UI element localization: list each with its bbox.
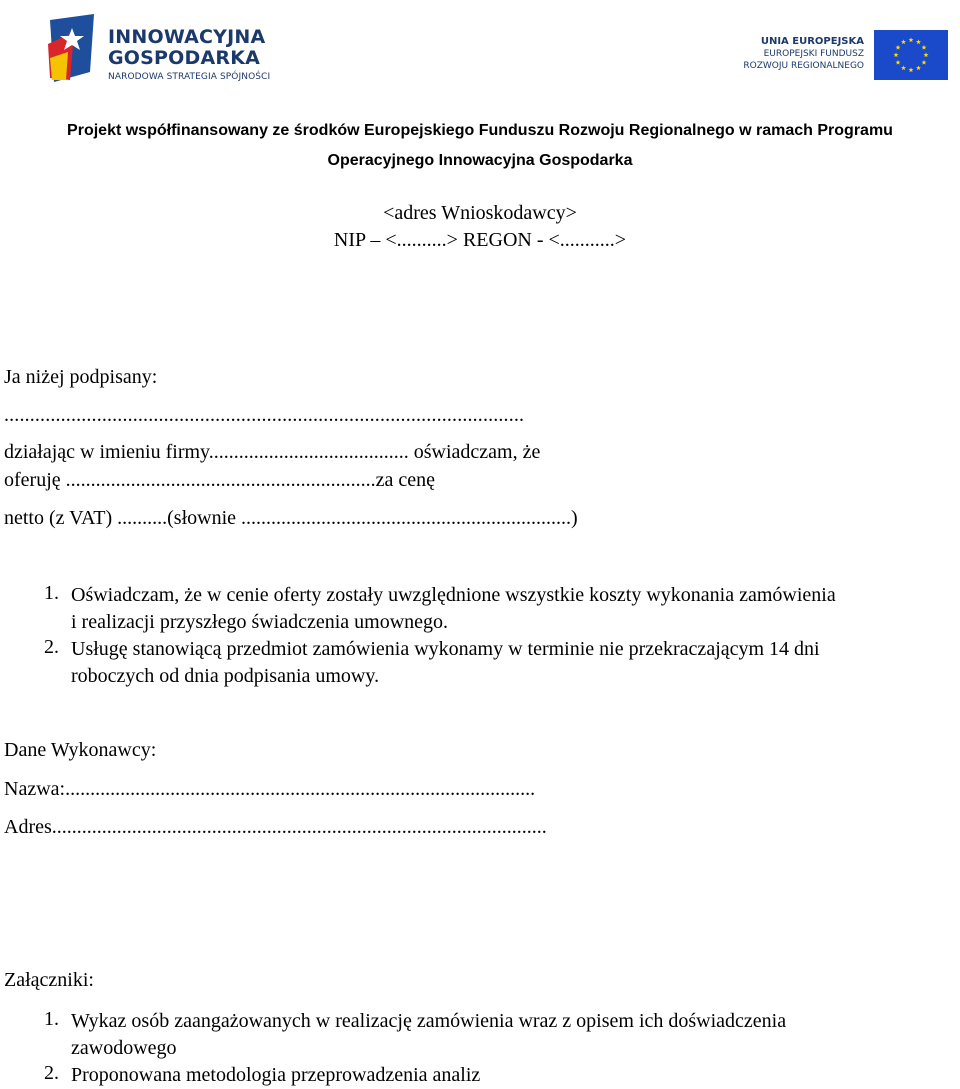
contractor-name: Nazwa:.............................................................................................. [4,778,536,800]
declaration-2-line2: roboczych od dnia podpisania umowy. [71,665,380,687]
nip-regon: NIP – <..........> REGON - <...........> [333,229,627,251]
signed-label: Ja niżej podpisany: [4,366,158,388]
attachments-heading: Załączniki: [4,969,94,991]
net-price-line: netto (z VAT) ..........(słownie ..................................................................) [4,507,578,529]
logo-left-line1: INNOWACYJNA [108,26,266,48]
logo-left-line3: NARODOWA STRATEGIA SPÓJNOŚCI [108,72,271,82]
attachment-2-line1: Proponowana metodologia przeprowadzenia analiz [71,1064,481,1086]
declaration-2-number: 2. [44,636,59,658]
contractor-address: Adres................................................................................................... [4,816,547,838]
declaration-1-line1: Oświadczam, że w cenie oferty zostały uwzględnione wszystkie koszty wykonania zamówienia [71,584,836,606]
attachment-2-number: 2. [44,1062,59,1084]
declaration-1-number: 1. [44,582,59,604]
declaration-2-line1: Usługę stanowiącą przedmiot zamówienia wykonamy w terminie nie przekraczającym 14 dni [71,638,820,660]
eu-logo-text [743,35,864,72]
attachment-1-number: 1. [44,1008,59,1030]
eu-logo-line1: UNIA EUROPEJSKA [760,36,864,47]
attachment-1-line2: zawodowego [71,1037,177,1059]
declaration-1-line2: i realizacji przyszłego świadczenia umownego. [71,611,449,633]
eu-erdf-logo [736,28,950,84]
innowacyjna-gospodarka-emblem-icon [44,14,100,84]
attachment-1-line1: Wykaz osób zaangażowanych w realizację zamówienia wraz z opisem ich doświadczenia [71,1010,787,1032]
innowacyjna-gospodarka-logo [44,10,274,88]
contractor-heading: Dane Wykonawcy: [4,739,157,761]
offer-line: oferuję ..............................................................za cenę [4,469,436,491]
project-line-1: Projekt współfinansowany ze środków Europejskiego Funduszu Rozwoju Regionalnego w ramach Programu [67,122,893,139]
eu-flag-icon [874,30,948,80]
project-line-2: Operacyjnego Innowacyjna Gospodarka [327,152,633,169]
applicant-address: <adres Wnioskodawcy> [383,202,577,224]
signer-dots: ..................................................................................................... [4,404,525,426]
eu-logo-line3: ROZWOJU REGIONALNEGO [743,61,864,71]
eu-logo-line2: EUROPEJSKI FUNDUSZ [763,49,864,59]
logo-left-line2: GOSPODARKA [108,47,261,69]
acting-line: działając w imieniu firmy........................................ oświadczam, że [4,441,541,463]
